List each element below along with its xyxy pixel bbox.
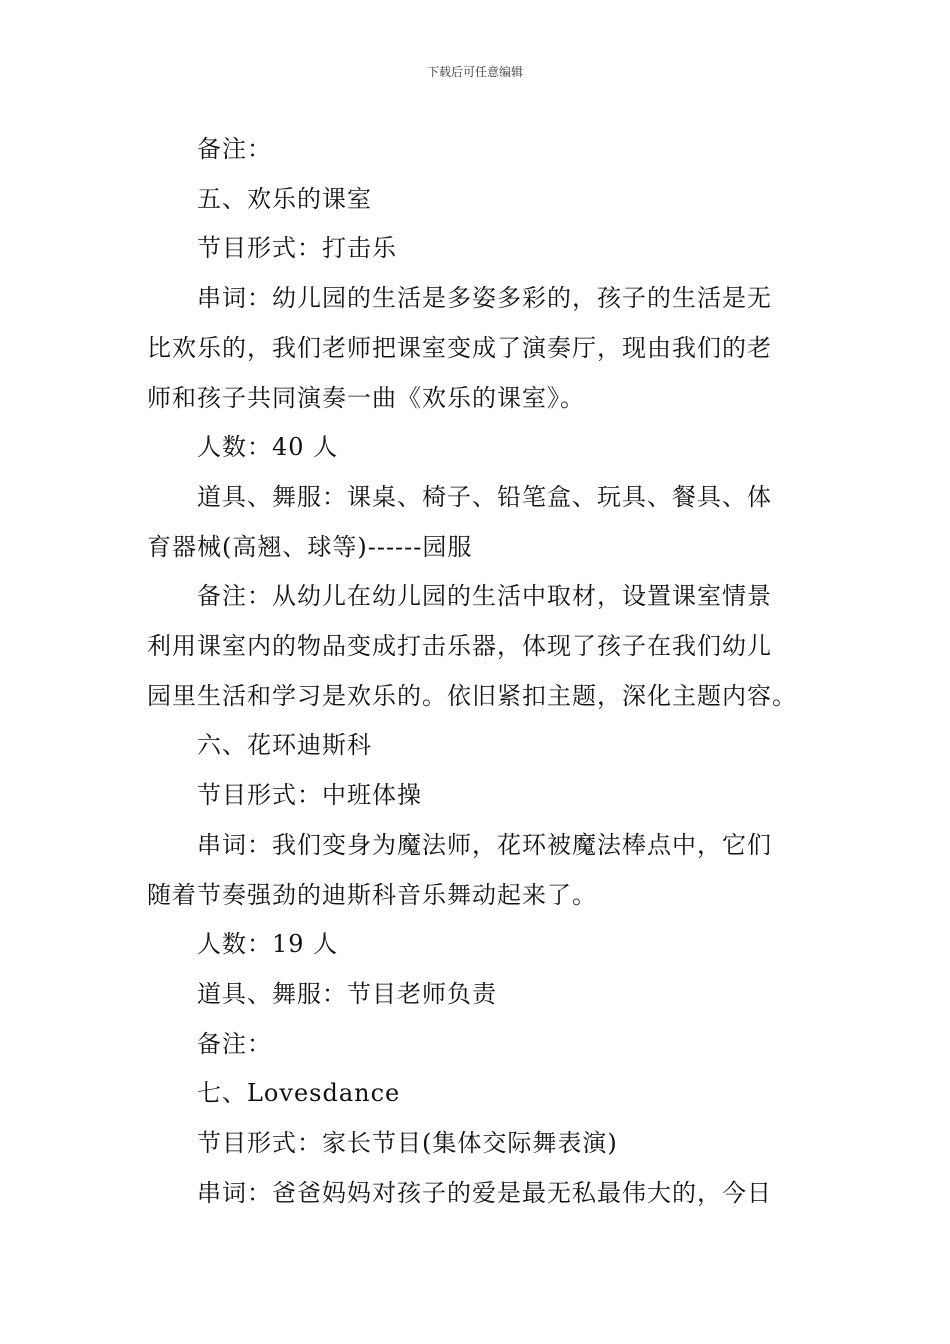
program-six-title: 六、花环迪斯科 [197, 731, 372, 760]
program-form-line: 节目形式：打击乐 [197, 234, 397, 263]
page-header: 下载后可任意编辑 [426, 65, 523, 79]
remark-line: 备注： [197, 1029, 272, 1058]
program-seven-title: 七、Lovesdance [197, 1079, 401, 1108]
props-costume-line: 道具、舞服：课桌、椅子、铅笔盒、玩具、餐具、体 [197, 482, 772, 511]
host-script-line: 串词：我们变身为魔法师，花环被魔法棒点中，它们 [197, 830, 772, 859]
remark-line: 园里生活和学习是欢乐的。依旧紧扣主题，深化主题内容。 [147, 681, 797, 710]
participant-count-line: 人数：40 人 [197, 433, 339, 462]
props-costume-line: 道具、舞服：节目老师负责 [197, 979, 497, 1008]
document-body [147, 125, 809, 1218]
participant-count-line: 人数：19 人 [197, 930, 339, 959]
host-script-line: 随着节奏强劲的迪斯科音乐舞动起来了。 [147, 880, 597, 909]
host-script-line: 串词：爸爸妈妈对孩子的爱是最无私最伟大的，今日 [197, 1178, 772, 1207]
host-script-line: 师和孩子共同演奏一曲《欢乐的课室》。 [147, 383, 585, 412]
host-script-line: 串词：幼儿园的生活是多姿多彩的，孩子的生活是无 [197, 284, 772, 313]
remark-line: 备注：从幼儿在幼儿园的生活中取材，设置课室情景 [197, 582, 772, 611]
remark-line: 利用课室内的物品变成打击乐器，体现了孩子在我们幼儿 [147, 632, 772, 661]
remark-line: 备注： [197, 135, 272, 163]
host-script-line: 比欢乐的，我们老师把课室变成了演奏厅，现由我们的老 [147, 333, 772, 362]
program-form-line: 节目形式：中班体操 [197, 781, 422, 810]
program-form-line: 节目形式：家长节目(集体交际舞表演) [197, 1129, 618, 1158]
program-five-title: 五、欢乐的课室 [197, 184, 372, 213]
props-costume-line: 育器械(高翘、球等)------园服 [147, 532, 473, 561]
